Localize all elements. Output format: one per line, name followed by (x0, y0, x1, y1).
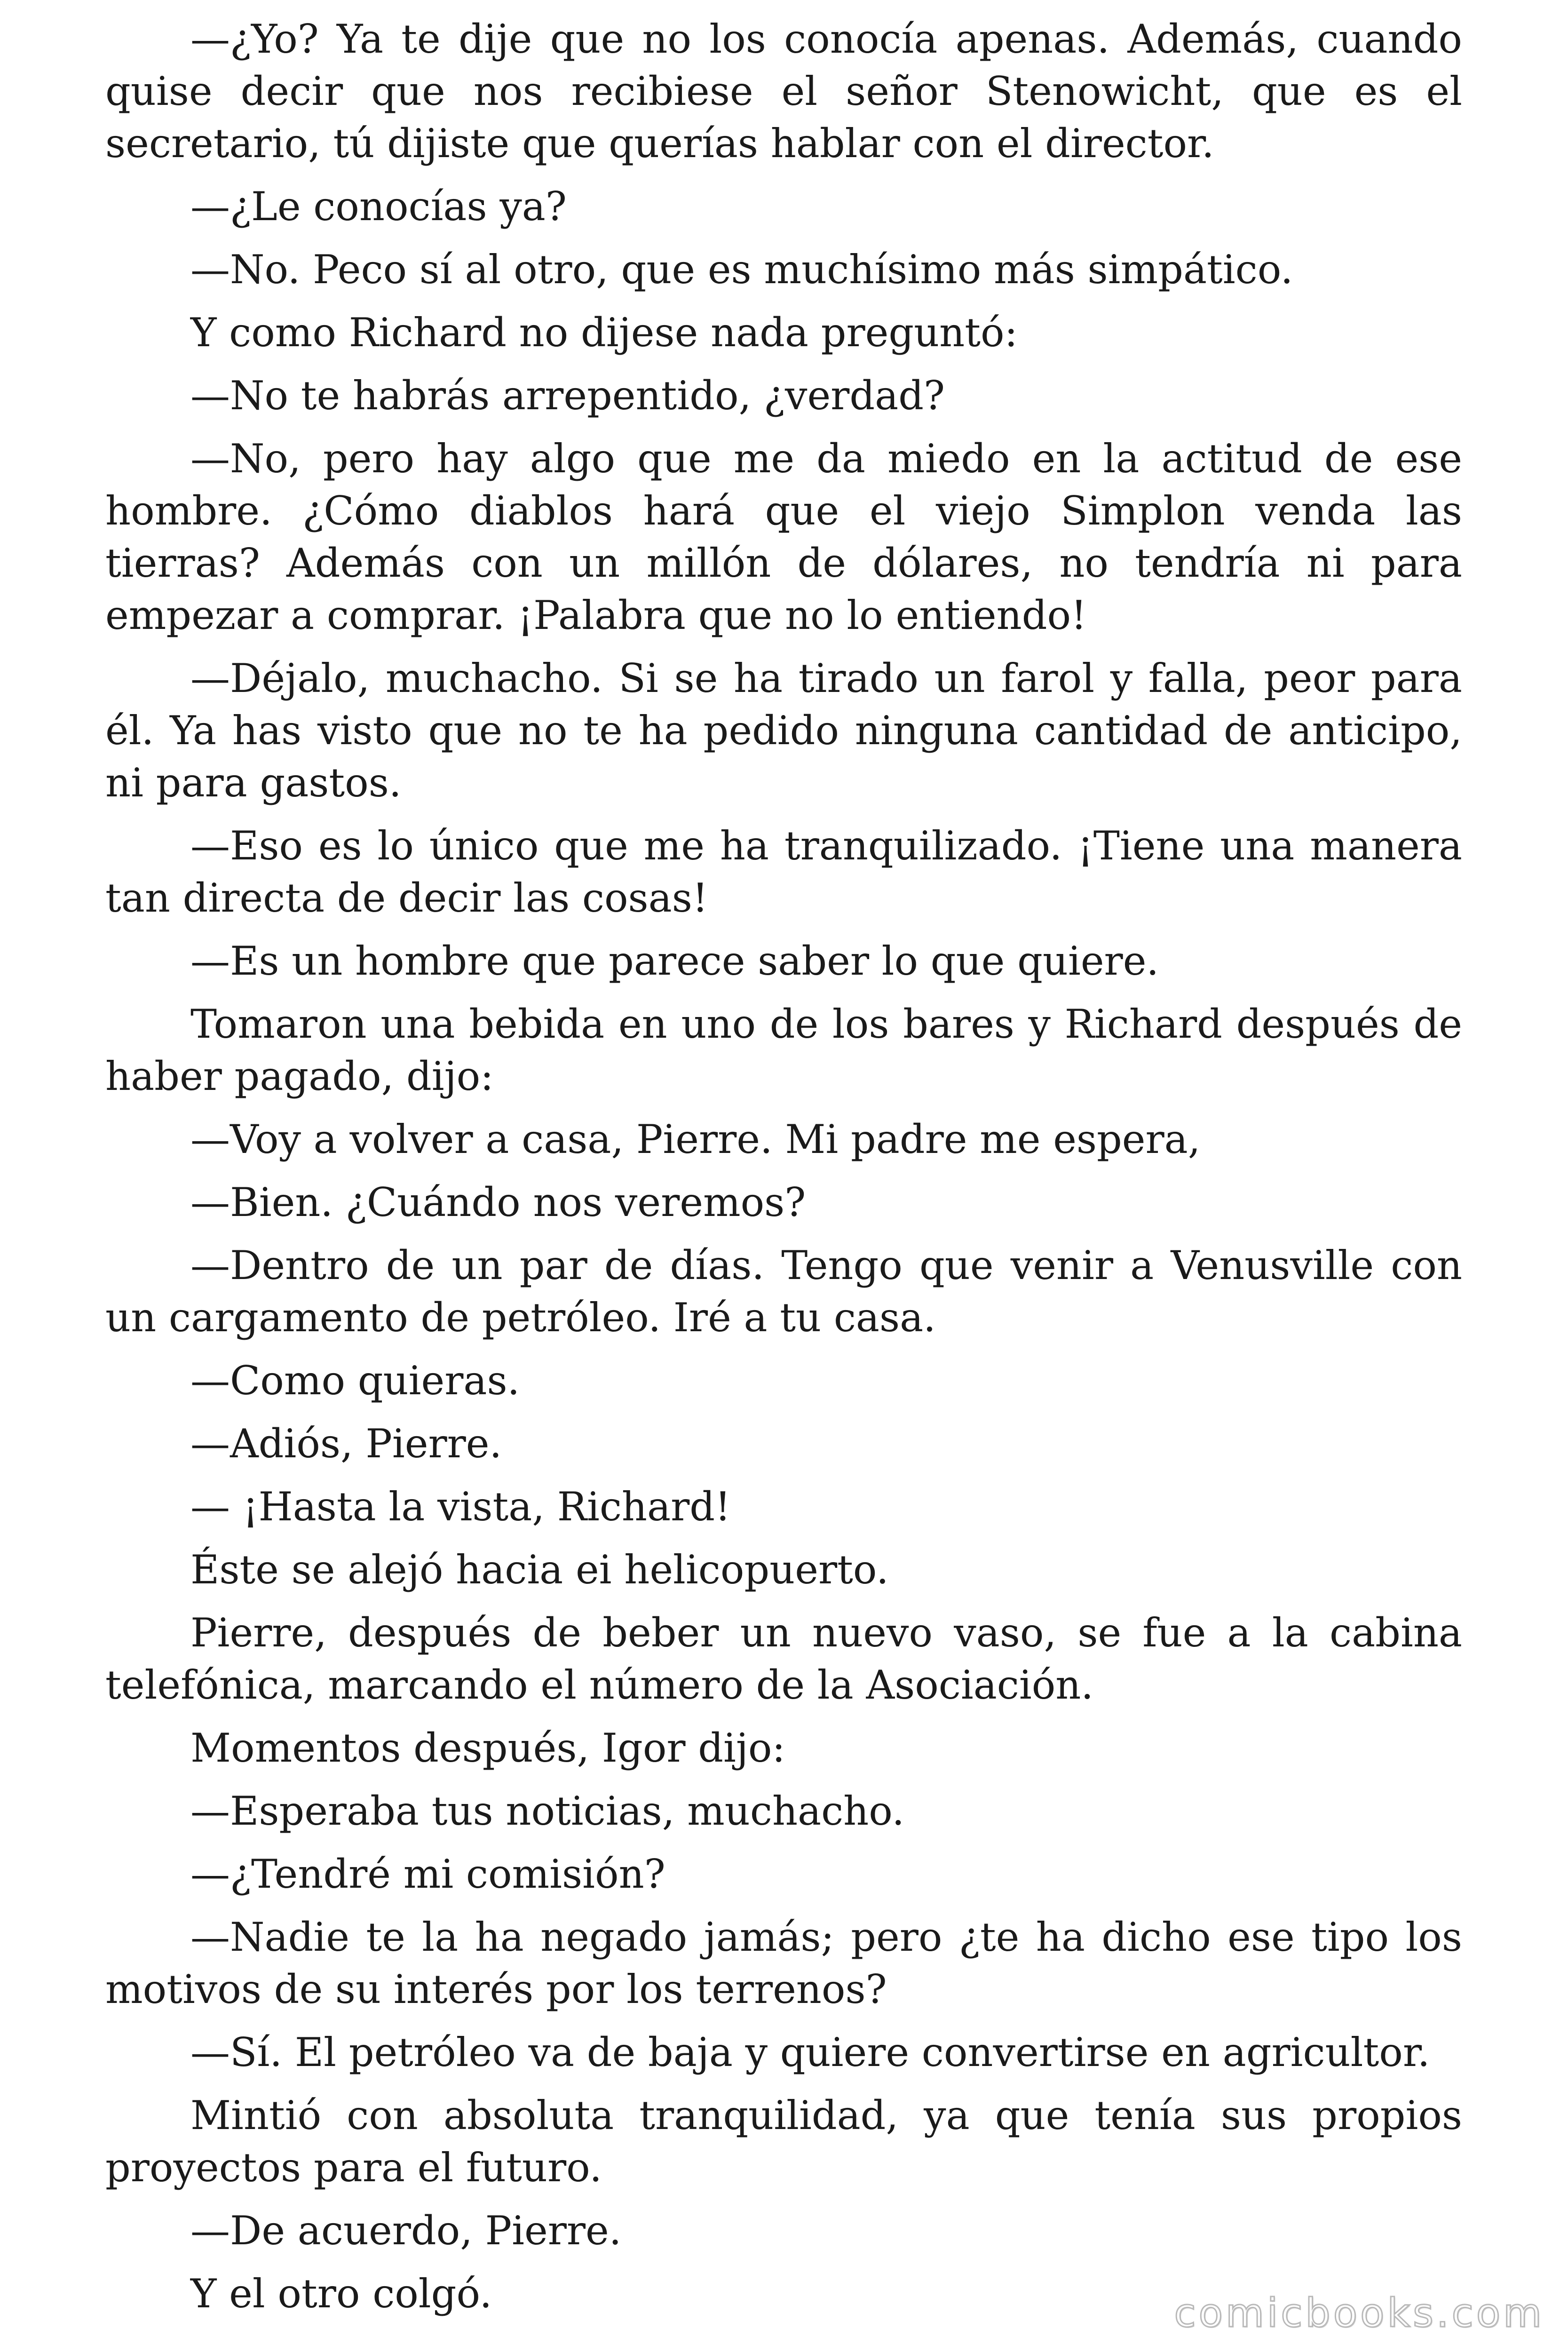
paragraph: —¿Yo? Ya te dije que no los conocía apenas. Además, cuando quise decir que nos recibiese el señor Stenowicht, que es el secretario, tú dijiste que querías hablar con el director. (105, 16, 1462, 167)
paragraph: —Adiós, Pierre. (190, 1421, 502, 1467)
paragraph: —Sí. El petróleo va de baja y quiere convertirse en agricultor. (190, 2029, 1430, 2075)
paragraph: — ¡Hasta la vista, Richard! (190, 1484, 731, 1530)
paragraph: —Nadie te la ha negado jamás; pero ¿te ha dicho ese tipo los motivos de su interés por los terrenos? (105, 1914, 1462, 2012)
paragraph: —¿Tendré mi comisión? (190, 1851, 665, 1897)
paragraph: Y el otro colgó. (190, 2271, 492, 2317)
paragraph: —Dentro de un par de días. Tengo que venir a Venusville con un cargamento de petróleo. Iré a tu casa. (105, 1242, 1462, 1341)
body-text (105, 13, 1462, 2331)
paragraph: Éste se alejó hacia ei helicopuerto. (190, 1547, 889, 1593)
paragraph: —No, pero hay algo que me da miedo en la actitud de ese hombre. ¿Cómo diablos hará que el viejo Simplon venda las tierras? Además con un millón de dólares, no tendría ni para empezar a comprar. ¡Palabra que no lo entiendo! (105, 436, 1462, 638)
paragraph: —No. Peco sí al otro, que es muchísimo más simpático. (190, 246, 1293, 293)
paragraph: —Esperaba tus noticias, muchacho. (190, 1788, 905, 1834)
watermark: comicbooks.com (1174, 2290, 1544, 2336)
paragraph: —Como quieras. (190, 1358, 520, 1404)
paragraph: Tomaron una bebida en uno de los bares y Richard después de haber pagado, dijo: (105, 1001, 1462, 1099)
paragraph: Y como Richard no dijese nada preguntó: (190, 310, 1018, 356)
paragraph: —Eso es lo único que me ha tranquilizado. ¡Tiene una manera tan directa de decir las cosas! (105, 823, 1462, 921)
paragraph: —Voy a volver a casa, Pierre. Mi padre me espera, (190, 1116, 1201, 1162)
paragraph: —De acuerdo, Pierre. (190, 2208, 622, 2254)
paragraph: —Déjalo, muchacho. Si se ha tirado un farol y falla, peor para él. Ya has visto que no te ha pedido ninguna cantidad de anticipo, ni para gastos. (105, 655, 1462, 806)
paragraph: —No te habrás arrepentido, ¿verdad? (190, 373, 945, 419)
paragraph: Mintió con absoluta tranquilidad, ya que tenía sus propios proyectos para el futuro. (105, 2092, 1462, 2191)
paragraph: Pierre, después de beber un nuevo vaso, se fue a la cabina telefónica, marcando el número de la Asociación. (105, 1610, 1462, 1708)
paragraph: —Es un hombre que parece saber lo que quiere. (190, 938, 1159, 984)
paragraph: Momentos después, Igor dijo: (190, 1725, 785, 1771)
paragraph: —Bien. ¿Cuándo nos veremos? (190, 1179, 806, 1225)
paragraph: —¿Le conocías ya? (190, 183, 567, 230)
